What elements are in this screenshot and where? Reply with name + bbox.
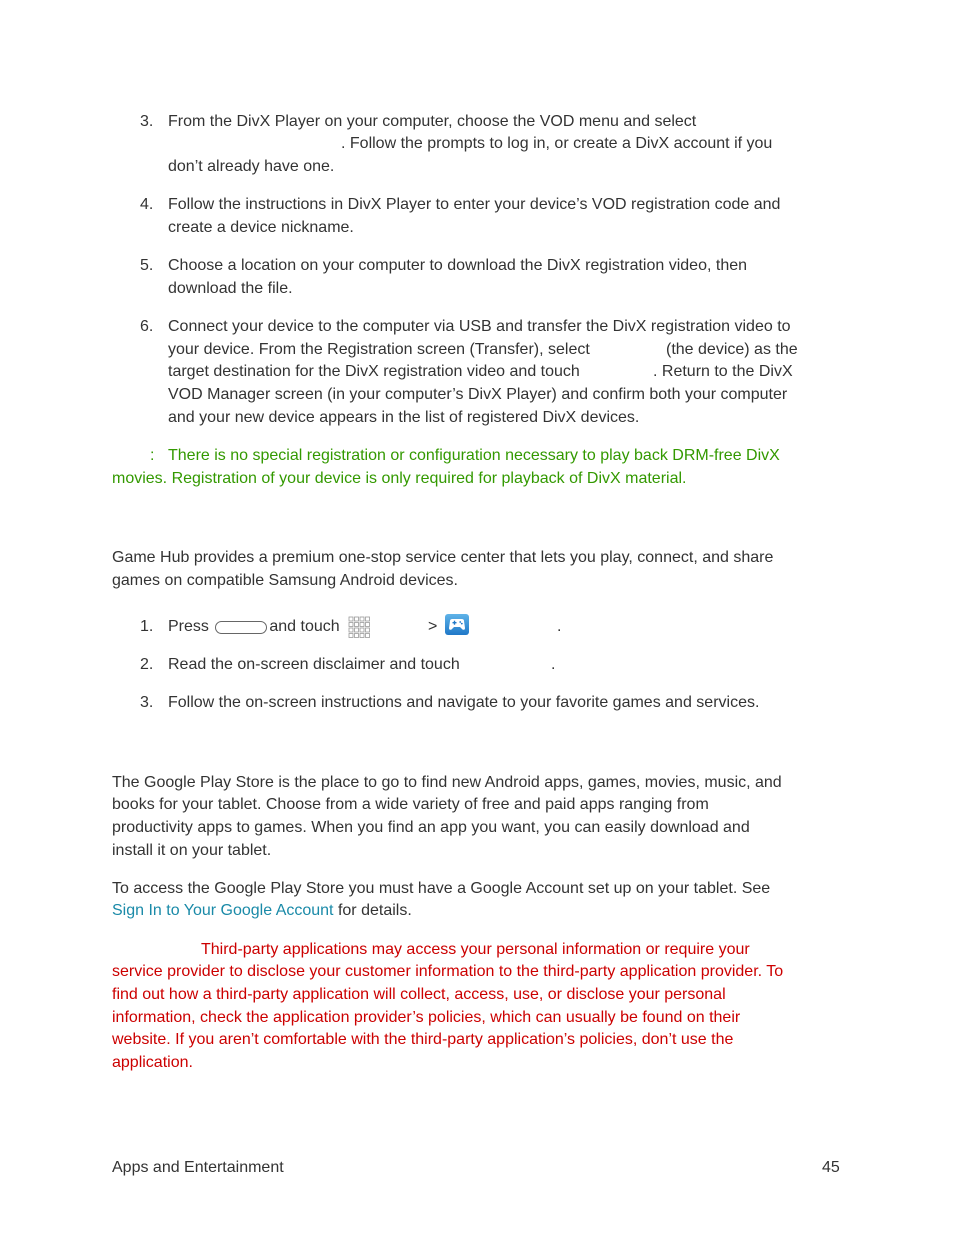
step-number: 1.	[140, 618, 154, 635]
step-text	[168, 616, 374, 638]
note-prefix: :	[150, 447, 155, 464]
footer-section: Apps and Entertainment	[112, 1159, 284, 1176]
step-number: 2.	[140, 656, 154, 673]
step-text: target destination for the DivX registration video and touch	[168, 363, 580, 380]
warning-text: service provider to disclose your customer information to the third-party application provider. To	[112, 963, 784, 980]
step-text: Connect your device to the computer via USB and transfer the DivX registration video to	[168, 318, 791, 335]
step-text: VOD Manager screen (in your computer’s DivX Player) and confirm both your computer	[168, 386, 788, 403]
step-text: create a device nickname.	[168, 219, 354, 236]
warning-text: Third-party applications may access your personal information or require your	[201, 941, 750, 958]
google-account-link[interactable]: Sign In to Your Google Account	[112, 902, 334, 919]
step-text: Follow the on-screen instructions and navigate to your favorite games and services.	[168, 694, 760, 711]
step-number: 5.	[140, 257, 154, 274]
paragraph-line: books for your tablet. Choose from a wide variety of free and paid apps ranging from	[112, 796, 709, 813]
step-end: .	[557, 618, 562, 635]
paragraph-line: To access the Google Play Store you must have a Google Account set up on your tablet. See	[112, 880, 771, 897]
step-text: don’t already have one.	[168, 158, 335, 175]
step-text: From the DivX Player on your computer, choose the VOD menu and select	[168, 113, 697, 130]
step-text: Choose a location on your computer to download the DivX registration video, then	[168, 257, 748, 274]
home-key-icon	[215, 621, 267, 634]
step-text: . Follow the prompts to log in, or create a DivX account if you	[341, 135, 773, 152]
warning-text: information, check the application provider’s policies, which can usually be found on their	[112, 1009, 741, 1026]
paragraph-line: The Google Play Store is the place to go to find new Android apps, games, movies, music, and	[112, 774, 782, 791]
step-text: Read the on-screen disclaimer and touch	[168, 656, 460, 673]
paragraph-line: productivity apps to games. When you find an app you want, you can easily download and	[112, 819, 750, 836]
warning-text: application.	[112, 1054, 193, 1071]
warning-text: find out how a third-party application will collect, access, use, or disclose your personal	[112, 986, 726, 1003]
press-label: Press	[168, 618, 209, 636]
paragraph-line: games on compatible Samsung Android devices.	[112, 572, 458, 589]
note-text: There is no special registration or configuration necessary to play back DRM-free DivX	[168, 447, 780, 464]
step-text: . Return to the DivX	[653, 363, 793, 380]
step-text: download the file.	[168, 280, 293, 297]
step-number: 6.	[140, 318, 154, 335]
step-text: your device. From the Registration screen (Transfer), select	[168, 341, 590, 358]
apps-grid-icon	[348, 616, 370, 638]
step-number: 3.	[140, 694, 154, 711]
game-hub-icon	[444, 613, 470, 636]
step-text: and your new device appears in the list of registered DivX devices.	[168, 409, 640, 426]
paragraph-line: Game Hub provides a premium one-stop service center that lets you play, connect, and share	[112, 549, 774, 566]
paragraph-line: install it on your tablet.	[112, 842, 272, 859]
note-text: movies. Registration of your device is only required for playback of DivX material.	[112, 470, 687, 487]
and-touch-label: and touch	[269, 618, 340, 636]
step-number: 4.	[140, 196, 154, 213]
step-text: (the device) as the	[666, 341, 798, 358]
separator-gt: >	[428, 618, 438, 635]
step-end: .	[551, 656, 556, 673]
page-number: 45	[822, 1159, 840, 1176]
paragraph-line	[112, 900, 412, 922]
step-text: Follow the instructions in DivX Player to enter your device’s VOD registration code and	[168, 196, 781, 213]
link-suffix: for details.	[337, 902, 412, 919]
step-number: 3.	[140, 113, 154, 130]
warning-text: website. If you aren’t comfortable with the third-party application’s policies, don’t use the	[112, 1031, 734, 1048]
